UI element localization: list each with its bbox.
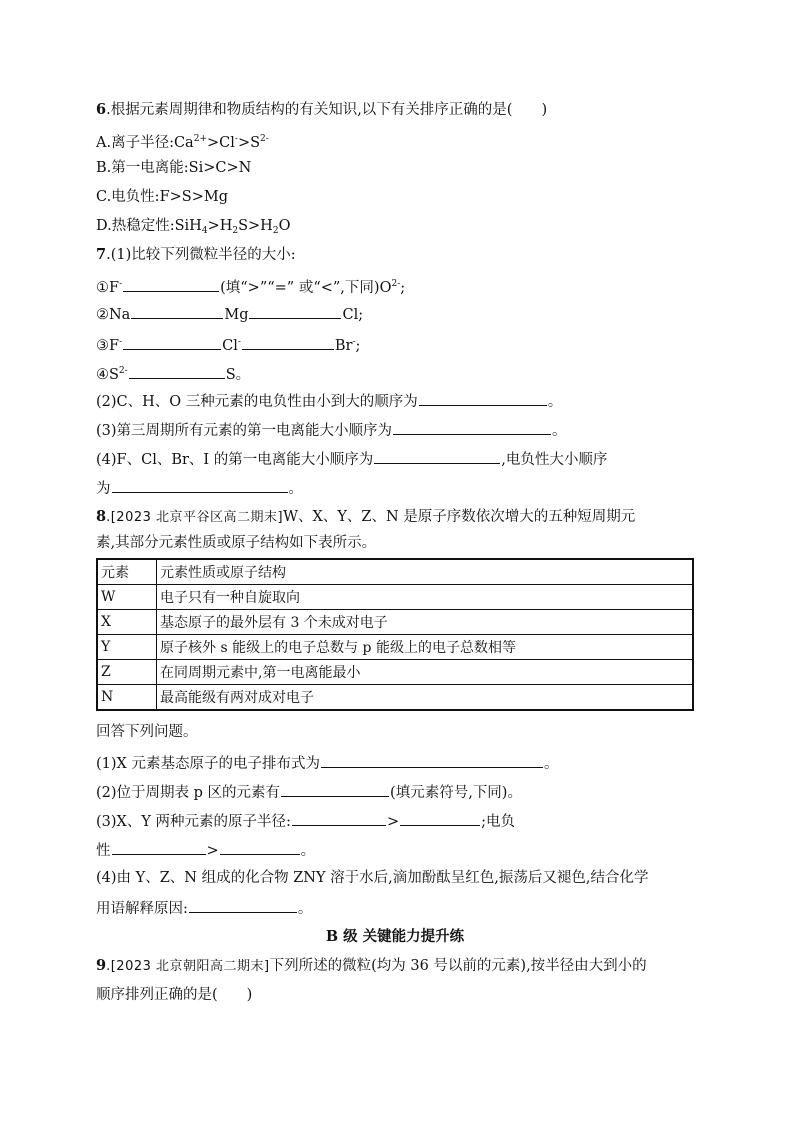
- answer-blank[interactable]: [249, 303, 341, 319]
- answer-blank[interactable]: [112, 477, 288, 493]
- q7-row-3: ③F- Cl- Br-;: [96, 332, 360, 356]
- table-row: [97, 660, 693, 685]
- answer-blank[interactable]: [220, 839, 300, 855]
- table-header-cell: 元素性质或原子结构: [157, 559, 694, 585]
- answer-blank[interactable]: [321, 752, 543, 768]
- table-cell: W: [97, 585, 157, 610]
- q6-option-b: B.第一电离能:Si>C>N: [96, 160, 252, 176]
- q7-part-4-cont: 为 。: [96, 477, 303, 499]
- q6-option-d: D.热稳定性$:SiH_4>H_2S>H_2O$: [96, 218, 291, 236]
- q8-part-1: (1)X 元素基态原子的电子排布式为 。: [96, 752, 558, 774]
- q7-part-2: (2)C、H、O 三种元素的电负性由小到大的顺序为 。: [96, 390, 562, 412]
- q8-number: 8: [96, 508, 107, 525]
- q7-intro: 7.(1)比较下列微粒半径的大小:: [96, 246, 296, 263]
- answer-blank[interactable]: [112, 839, 206, 855]
- q9-source: .[2023 北京朝阳高二期末]: [106, 959, 270, 974]
- q8-stem-line-2: 素,其部分元素性质或原子结构如下表所示。: [96, 535, 377, 551]
- q7-row-2: ②Na Mg Cl;: [96, 303, 363, 325]
- q8-part-3-cont: 性 > 。: [96, 839, 315, 861]
- element-properties-table: [96, 558, 694, 711]
- answer-blank[interactable]: [374, 448, 500, 464]
- table-row: [97, 585, 693, 610]
- q8-part-4-cont: 用语解释原因: 。: [96, 897, 312, 919]
- q7-number: 7: [96, 246, 107, 263]
- answer-blank[interactable]: [129, 363, 225, 379]
- answer-blank[interactable]: [281, 781, 389, 797]
- table-cell: 基态原子的最外层有 3 个未成对电子: [157, 610, 694, 635]
- table-cell: N: [97, 685, 157, 711]
- table-header-cell: 元素: [97, 559, 157, 585]
- q8-answer-intro: 回答下列问题。: [96, 724, 198, 740]
- answer-blank[interactable]: [131, 303, 223, 319]
- q6-stem: 6.根据元素周期律和物质结构的有关知识,以下有关排序正确的是( ): [96, 101, 548, 118]
- q8-source: .[2023 北京平谷区高二期末]: [106, 510, 284, 525]
- answer-blank[interactable]: [393, 419, 551, 435]
- table-cell: Z: [97, 660, 157, 685]
- q6-option-c: C.电负性:F>S>Mg: [96, 189, 228, 205]
- q8-part-3: (3)X、Y 两种元素的原子半径: > ;电负: [96, 810, 515, 832]
- q9-stem-line-1: 9.[2023 北京朝阳高二期末]下列所述的微粒(均为 36 号以前的元素),按半径由大到小的: [96, 957, 647, 974]
- section-b-heading: B 级 关键能力提升练: [325, 928, 465, 945]
- table-cell: 原子核外 s 能级上的电子总数与 p 能级上的电子总数相等: [157, 635, 694, 660]
- q8-part-2: (2)位于周期表 p 区的元素有 (填元素符号,下同)。: [96, 781, 522, 803]
- answer-blank[interactable]: [189, 897, 297, 913]
- q6-option-a: A.离子半径$:Ca^{2+}>Cl^->S^{2-}$: [96, 134, 269, 151]
- q9-number: 9: [96, 957, 107, 974]
- q9-stem-line-2: 顺序排列正确的是( ): [96, 987, 253, 1003]
- q6-number: 6: [96, 101, 107, 118]
- answer-blank[interactable]: [123, 276, 219, 292]
- table-row: [97, 610, 693, 635]
- answer-blank[interactable]: [400, 810, 480, 826]
- table-cell: 最高能级有两对成对电子: [157, 685, 694, 711]
- table-cell: X: [97, 610, 157, 635]
- table-cell: Y: [97, 635, 157, 660]
- q8-stem-line-1: 8.[2023 北京平谷区高二期末]W、X、Y、Z、N 是原子序数依次增大的五种短周期元: [96, 508, 636, 525]
- q7-row-1: ①F- (填“>”“=” 或“<”,下同)$O^{2-}$;: [96, 274, 405, 298]
- q8-part-4: (4)由 Y、Z、N 组成的化合物 ZNY 溶于水后,滴加酚酞呈红色,振荡后又褪色,结合化学: [96, 870, 649, 886]
- table-cell: 在同周期元素中,第一电离能最小: [157, 660, 694, 685]
- table-row: [97, 635, 693, 660]
- q7-row-4: $④S^{2-}$ S。: [96, 361, 250, 385]
- table-row: [97, 685, 693, 711]
- table-cell: 电子只有一种自旋取向: [157, 585, 694, 610]
- answer-blank[interactable]: [123, 334, 221, 350]
- answer-blank[interactable]: [419, 390, 547, 406]
- answer-blank[interactable]: [242, 334, 334, 350]
- table-header-row: [97, 559, 693, 585]
- answer-blank[interactable]: [292, 810, 386, 826]
- q7-part-3: (3)第三周期所有元素的第一电离能大小顺序为 。: [96, 419, 567, 441]
- q7-part-4: (4)F、Cl、Br、I 的第一电离能大小顺序为 ,电负性大小顺序: [96, 448, 607, 470]
